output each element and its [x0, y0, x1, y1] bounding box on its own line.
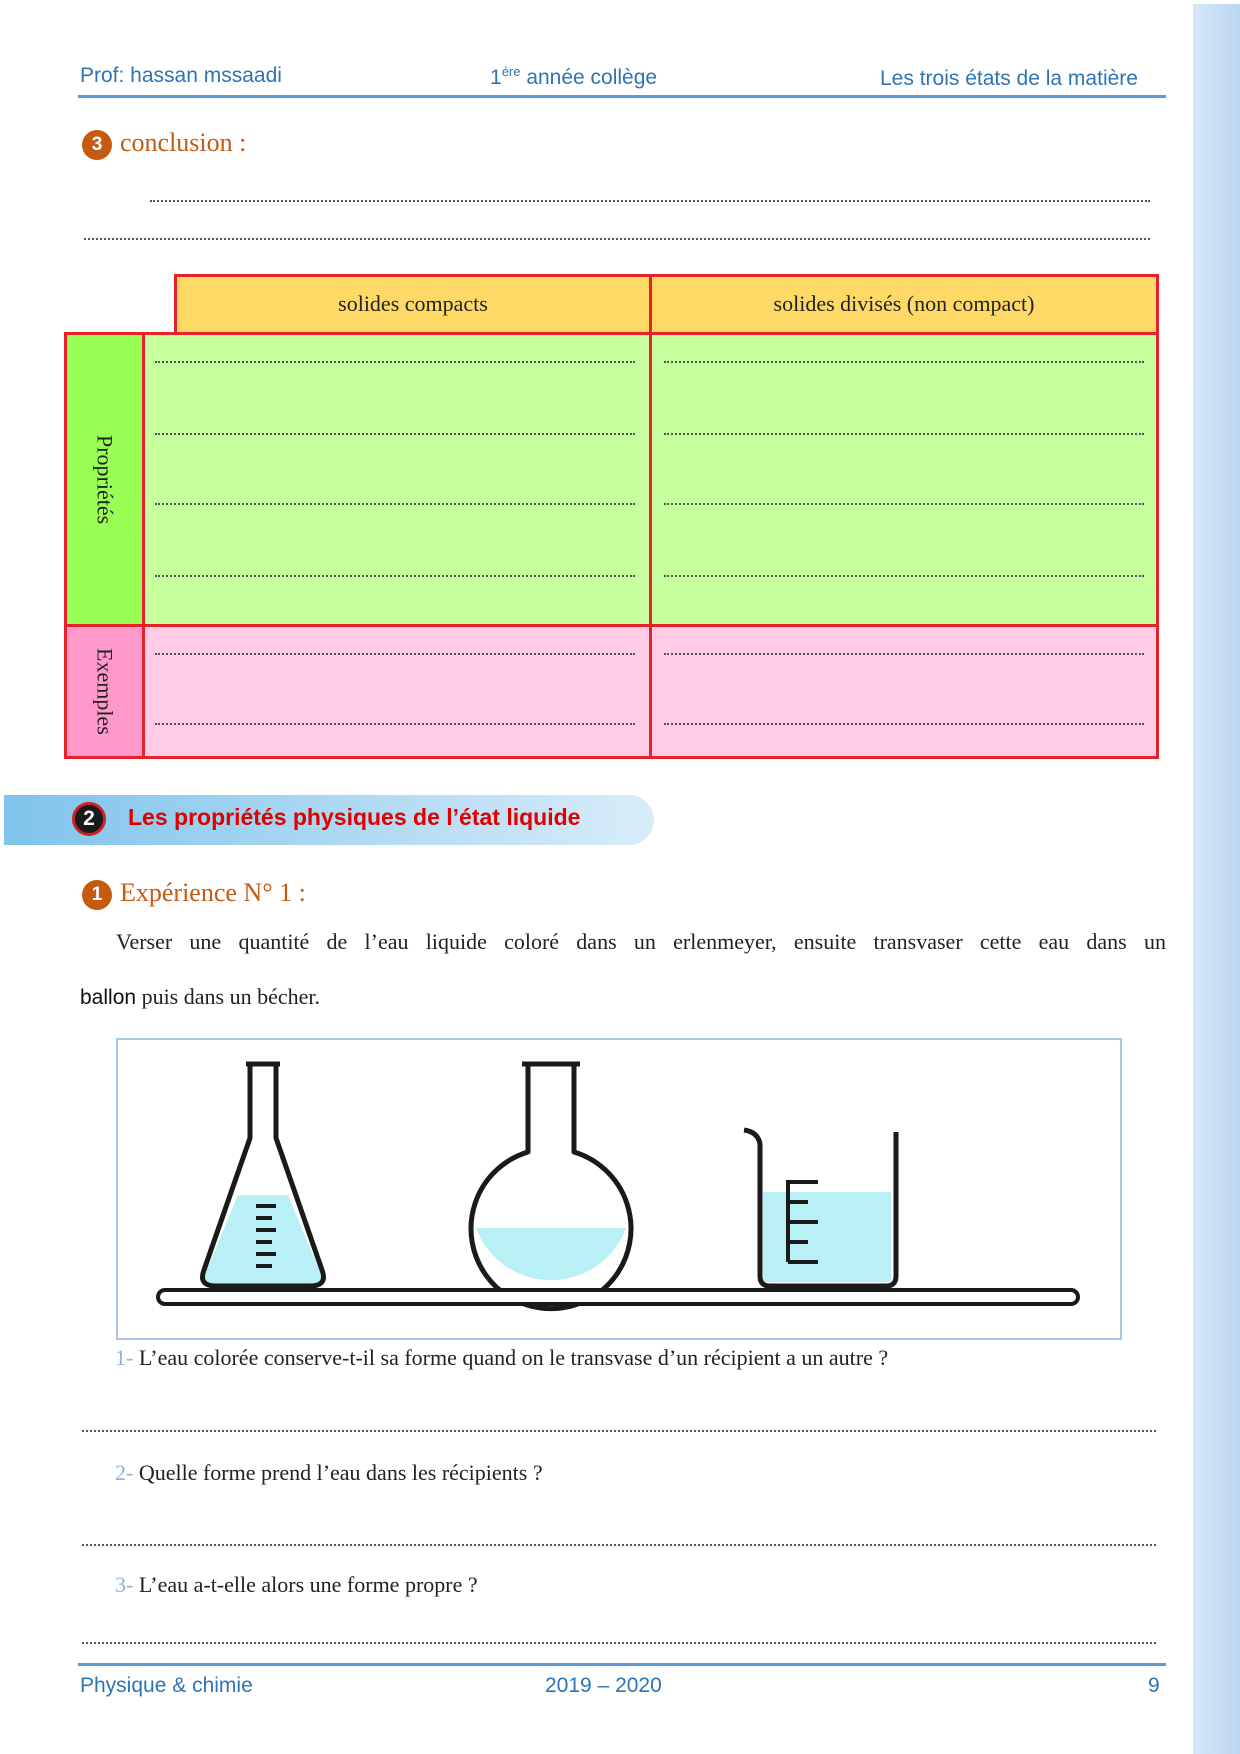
row-label-properties: Propriétés — [64, 332, 145, 627]
number-badge: 3 — [82, 130, 112, 160]
examples-divided-cell — [649, 624, 1159, 759]
shelf-icon — [158, 1290, 1078, 1304]
page-sidebar-band — [1193, 4, 1240, 1754]
footer-rule — [78, 1663, 1166, 1666]
question-1: 1- L’eau colorée conserve-t-il sa forme quand on le transvase d’un récipient a un autre ? — [115, 1345, 889, 1370]
footer-subject: Physique & chimie — [80, 1674, 253, 1697]
answer-line[interactable] — [155, 723, 635, 725]
answer-line[interactable] — [664, 723, 1144, 725]
header-chapter: Les trois états de la matière — [880, 67, 1138, 90]
answer-line[interactable] — [155, 433, 635, 435]
erlenmeyer-icon — [203, 1064, 324, 1286]
answer-line[interactable] — [82, 1544, 1156, 1546]
header-level: $1^{ére}$ année collège — [490, 64, 658, 89]
page-number: 9 — [1148, 1674, 1160, 1697]
experience-text-line1: Verser une quantité de l’eau liquide coloré dans un erlenmeyer, ensuite transvaser cette eau dans un — [116, 929, 1166, 954]
answer-line[interactable] — [155, 361, 635, 363]
answer-line[interactable] — [155, 503, 635, 505]
question-3: 3- L’eau a-t-elle alors une forme propre ? — [115, 1572, 478, 1597]
answer-line[interactable] — [664, 503, 1144, 505]
properties-divided-cell — [649, 332, 1159, 627]
section-number-badge: 2 — [72, 802, 106, 836]
header-teacher: Prof: hassan mssaadi — [80, 64, 282, 87]
header-rule — [78, 95, 1166, 98]
answer-line[interactable] — [82, 1430, 1156, 1432]
footer-year: 2019 – 2020 — [545, 1674, 662, 1697]
col-header-compact: solides compacts — [174, 274, 652, 335]
number-badge: 1 — [82, 880, 112, 910]
answer-line[interactable] — [150, 200, 1150, 202]
answer-line[interactable] — [84, 238, 1150, 240]
properties-compact-cell — [142, 332, 652, 627]
experience-heading: 1 Expérience N° 1 : — [82, 878, 306, 910]
col-header-divided: solides divisés (non compact) — [649, 274, 1159, 335]
round-flask-icon — [471, 1064, 631, 1309]
examples-compact-cell — [142, 624, 652, 759]
beaker-icon — [744, 1130, 896, 1286]
answer-line[interactable] — [155, 653, 635, 655]
glassware-figure — [116, 1038, 1122, 1340]
question-2: 2- Quelle forme prend l’eau dans les récipients ? — [115, 1460, 543, 1485]
conclusion-heading: 3 conclusion : — [82, 128, 246, 160]
experience-text-line2: ballon puis dans un bécher. — [80, 984, 320, 1009]
answer-line[interactable] — [664, 361, 1144, 363]
answer-line[interactable] — [664, 653, 1144, 655]
section-title: Les propriétés physiques de l’état liquide — [128, 804, 581, 830]
answer-line[interactable] — [664, 433, 1144, 435]
glassware-illustration — [118, 1040, 1120, 1338]
row-label-examples: Exemples — [64, 624, 145, 759]
answer-line[interactable] — [155, 575, 635, 577]
answer-line[interactable] — [664, 575, 1144, 577]
answer-line[interactable] — [82, 1642, 1156, 1644]
